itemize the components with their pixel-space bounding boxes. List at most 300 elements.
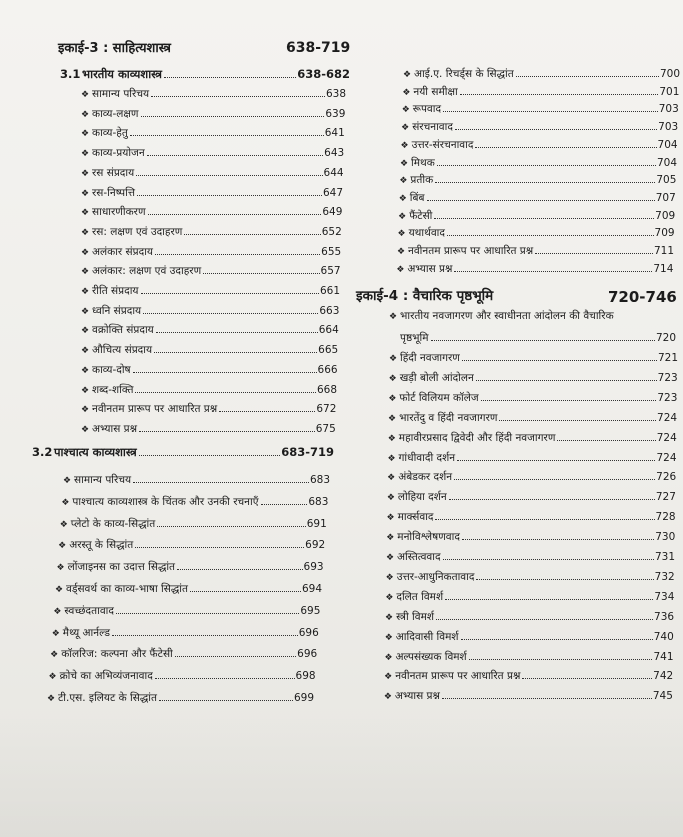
- entry-label: उत्तर-आधुनिकतावाद: [396, 570, 475, 583]
- toc-entry[interactable]: [395, 225, 675, 241]
- bullet-icon: ❖: [385, 572, 394, 583]
- leader-dots: [535, 253, 653, 254]
- toc-entry[interactable]: [394, 243, 674, 259]
- entry-label: पृष्ठभूमि: [400, 332, 429, 344]
- leader-dots: [455, 129, 657, 130]
- bullet-icon: ❖: [80, 109, 90, 120]
- bullet-icon: ❖: [53, 606, 62, 617]
- leader-dots: [522, 678, 652, 679]
- entry-label: साधारणीकरण: [92, 206, 146, 219]
- entry-label: नवीनतम प्रारूप पर आधारित प्रश्न: [408, 245, 534, 257]
- entry-label: रूपवाद: [412, 103, 442, 116]
- leader-dots: [135, 547, 304, 548]
- page-number: 683-719: [281, 445, 334, 459]
- bullet-icon: ❖: [58, 541, 67, 552]
- leader-dots: [435, 182, 655, 183]
- leader-dots: [435, 519, 654, 520]
- page-number: 672: [316, 403, 337, 416]
- leader-dots: [431, 340, 655, 341]
- leader-dots: [443, 111, 658, 112]
- page-number: 726: [656, 471, 677, 484]
- entry-label: लोहिया दर्शन: [397, 491, 447, 504]
- page-number: 732: [654, 570, 675, 583]
- leader-dots: [462, 360, 657, 361]
- toc-entry[interactable]: [57, 516, 327, 532]
- section-3-2[interactable]: [32, 444, 334, 460]
- entry-label: मार्क्सवाद: [397, 511, 434, 524]
- leader-dots: [112, 635, 298, 636]
- bullet-icon: ❖: [80, 346, 90, 357]
- page-number: 700: [659, 68, 680, 80]
- leader-dots: [155, 254, 320, 255]
- toc-entry[interactable]: [382, 629, 674, 645]
- entry-label: नवीनतम प्रारूप पर आधारित प्रश्न: [92, 403, 218, 416]
- toc-entry[interactable]: [78, 125, 345, 141]
- page-number: 704: [657, 138, 678, 151]
- toc-entry[interactable]: [398, 137, 678, 153]
- page-number: 643: [324, 147, 345, 160]
- page-number: 711: [653, 245, 674, 257]
- section-title: पाश्चात्य काव्यशास्त्र: [54, 445, 137, 459]
- leader-dots: [475, 147, 656, 148]
- page-number: 661: [319, 285, 340, 297]
- page-number: 703: [658, 121, 679, 134]
- entry-label: काव्य-लक्षण: [92, 107, 139, 120]
- page-shadow: [0, 712, 683, 837]
- unit-4-title: इकाई-4 : वैचारिक पृष्ठभूमि: [356, 288, 494, 304]
- page-number: 704: [656, 156, 677, 169]
- bullet-icon: ❖: [388, 413, 397, 424]
- page-number: 740: [653, 630, 674, 643]
- leader-dots: [454, 479, 655, 480]
- bullet-icon: ❖: [80, 365, 90, 376]
- entry-label: गांधीवादी दर्शन: [398, 451, 456, 464]
- page-number: 663: [319, 304, 340, 317]
- page-number: 692: [305, 539, 326, 552]
- toc-entry[interactable]: [78, 382, 337, 398]
- toc-entry[interactable]: [78, 421, 336, 437]
- entry-label: यथार्थवाद: [408, 227, 445, 240]
- toc-entry[interactable]: [60, 472, 330, 488]
- entry-label: अभ्यास प्रश्न: [407, 262, 453, 275]
- leader-dots: [476, 579, 653, 580]
- bullet-icon: ❖: [80, 208, 90, 219]
- entry-label: सामान्य परिचय: [74, 474, 132, 486]
- toc-entry[interactable]: [386, 350, 678, 366]
- leader-dots: [437, 165, 656, 166]
- page-number: 724: [656, 431, 677, 444]
- leader-dots: [159, 700, 293, 701]
- leader-dots: [476, 380, 657, 381]
- toc-entry[interactable]: [44, 690, 314, 706]
- bullet-icon: ❖: [397, 229, 406, 240]
- toc-entry[interactable]: [396, 172, 676, 188]
- entry-label: औचित्य संप्रदाय: [92, 344, 153, 357]
- page-number: 694: [301, 583, 322, 595]
- toc-entry[interactable]: [78, 244, 341, 260]
- leader-dots: [449, 499, 655, 500]
- entry-label: सामान्य परिचय: [92, 88, 150, 100]
- page-number: 683: [309, 474, 330, 486]
- leader-dots: [434, 218, 654, 219]
- leader-dots: [457, 460, 655, 461]
- bullet-icon: ❖: [400, 140, 409, 151]
- unit-3-range: 638-719: [286, 40, 351, 56]
- leader-dots: [461, 639, 653, 640]
- entry-label: अंबेडकर दर्शन: [398, 471, 453, 484]
- toc-entry[interactable]: [381, 688, 673, 704]
- page-number: 741: [653, 650, 674, 663]
- entry-label: स्वच्छंदतावाद: [64, 604, 114, 617]
- leader-dots: [469, 659, 653, 660]
- section-number: 3.1: [60, 67, 81, 81]
- page-number: 703: [658, 103, 679, 116]
- toc-entry[interactable]: [58, 494, 328, 510]
- bullet-icon: ❖: [384, 652, 393, 663]
- entry-label: प्लेटो के काव्य-सिद्धांत: [70, 517, 156, 530]
- toc-entry[interactable]: [399, 101, 679, 117]
- bullet-icon: ❖: [387, 473, 396, 484]
- unit-4-range: 720-746: [608, 288, 677, 306]
- bullet-icon: ❖: [399, 176, 408, 187]
- page-number: 698: [295, 670, 316, 683]
- entry-label: स्त्री विमर्श: [396, 610, 435, 623]
- toc-entry-unit4-first-line2[interactable]: [400, 330, 676, 346]
- leader-dots: [147, 155, 323, 156]
- leader-dots: [436, 619, 653, 620]
- bullet-icon: ❖: [398, 211, 407, 222]
- entry-label: दलित विमर्श: [396, 590, 444, 603]
- page-number: 723: [657, 371, 678, 384]
- entry-label: उत्तर-संरचनावाद: [411, 138, 474, 151]
- toc-entry[interactable]: [385, 390, 677, 406]
- entry-label: रस: लक्षण एवं उदाहरण: [92, 225, 183, 238]
- leader-dots: [130, 135, 324, 136]
- page-number: 709: [654, 227, 675, 240]
- leader-dots: [443, 559, 654, 560]
- toc-entry[interactable]: [385, 430, 677, 446]
- leader-dots: [190, 591, 301, 592]
- toc-entry[interactable]: [47, 646, 317, 662]
- bullet-icon: ❖: [396, 264, 405, 275]
- page-number: 705: [656, 174, 677, 187]
- bullet-icon: ❖: [80, 287, 90, 297]
- toc-entry[interactable]: [78, 342, 338, 358]
- toc-entry[interactable]: [78, 145, 344, 161]
- toc-entry[interactable]: [46, 668, 316, 684]
- bullet-icon: ❖: [59, 519, 68, 530]
- toc-entry[interactable]: [52, 581, 322, 597]
- page-number: 736: [654, 610, 675, 623]
- bullet-icon: ❖: [46, 694, 56, 704]
- leader-dots: [143, 313, 318, 314]
- toc-entry[interactable]: [384, 509, 676, 525]
- leader-dots: [139, 431, 315, 432]
- entry-label: भारतेंदु व हिंदी नवजागरण: [399, 411, 498, 424]
- bullet-icon: ❖: [402, 70, 412, 80]
- bullet-icon: ❖: [80, 385, 90, 396]
- entry-label: फैंटेसी: [409, 209, 433, 222]
- toc-entry[interactable]: [78, 165, 344, 181]
- bullet-icon: ❖: [80, 188, 90, 199]
- toc-entry[interactable]: [383, 529, 675, 545]
- entry-label: नवीनतम प्रारूप पर आधारित प्रश्न: [395, 670, 521, 683]
- toc-entry[interactable]: [386, 370, 678, 386]
- page-number: 696: [298, 626, 319, 639]
- page-number: 734: [654, 590, 675, 603]
- leader-dots: [155, 678, 295, 679]
- leader-dots: [137, 195, 322, 196]
- leader-dots: [133, 482, 309, 483]
- leader-dots: [156, 332, 318, 333]
- toc-entry[interactable]: [78, 283, 340, 299]
- leader-dots: [141, 293, 319, 294]
- entry-label: संरचनावाद: [412, 121, 453, 134]
- leader-dots: [219, 411, 315, 412]
- leader-dots: [148, 214, 322, 215]
- bullet-icon: ❖: [398, 193, 407, 204]
- toc-entry[interactable]: [395, 208, 675, 224]
- toc-entry[interactable]: [399, 84, 679, 100]
- toc-entry[interactable]: [55, 537, 325, 553]
- bullet-icon: ❖: [56, 563, 65, 574]
- toc-entry[interactable]: [381, 668, 673, 684]
- entry-label: वर्ड्सवर्थ का काव्य-भाषा सिद्धांत: [66, 583, 188, 595]
- page-number: 709: [655, 209, 676, 222]
- page-number: 730: [655, 531, 676, 544]
- entry-label: वक्रोक्ति संप्रदाय: [92, 324, 154, 337]
- leader-dots: [427, 200, 655, 201]
- page-number: 657: [320, 265, 341, 278]
- bullet-icon: ❖: [61, 497, 70, 508]
- page-number: 665: [318, 344, 339, 357]
- toc-entry[interactable]: [78, 86, 346, 102]
- leader-dots: [462, 539, 654, 540]
- entry-label: अलंकार: लक्षण एवं उदाहरण: [92, 265, 202, 278]
- page-number: 695: [300, 604, 321, 617]
- leader-dots: [116, 613, 299, 614]
- bullet-icon: ❖: [384, 632, 393, 643]
- bullet-icon: ❖: [80, 424, 90, 435]
- bullet-icon: ❖: [402, 87, 411, 98]
- unit-3-title: इकाई-3 : साहित्यशास्त्र: [58, 41, 171, 56]
- bullet-icon: ❖: [386, 513, 395, 524]
- bullet-icon: ❖: [80, 129, 90, 140]
- leader-dots: [177, 569, 303, 570]
- section-3-1[interactable]: [60, 66, 350, 82]
- page-number: 724: [656, 451, 677, 464]
- toc-entry[interactable]: [383, 569, 675, 585]
- toc-entry[interactable]: [396, 190, 676, 206]
- bullet-icon: ❖: [80, 405, 90, 416]
- leader-dots: [261, 504, 308, 505]
- leader-dots: [460, 94, 659, 95]
- page-number: 641: [324, 127, 345, 140]
- entry-label: मैथ्यू आर्नल्ड: [62, 626, 110, 639]
- leader-dots: [139, 455, 280, 456]
- page-number: 693: [303, 561, 324, 574]
- page-number: 668: [316, 383, 337, 396]
- bullet-icon: ❖: [385, 592, 394, 603]
- toc-entry[interactable]: [385, 450, 677, 466]
- toc-entry[interactable]: [78, 362, 338, 378]
- entry-label: रीति संप्रदाय: [92, 285, 139, 297]
- entry-label: अरस्तू के सिद्धांत: [69, 539, 134, 552]
- leader-dots: [516, 76, 659, 77]
- bullet-icon: ❖: [388, 354, 398, 364]
- entry-label: टी.एस. इलियट के सिद्धांत: [58, 692, 157, 704]
- leader-dots: [442, 698, 652, 699]
- bullet-icon: ❖: [383, 692, 392, 703]
- page-number: 683: [308, 495, 329, 508]
- bullet-icon: ❖: [388, 393, 397, 404]
- page-number: 728: [655, 511, 676, 524]
- toc-entry[interactable]: [78, 204, 342, 220]
- bullet-icon: ❖: [396, 247, 406, 257]
- entry-label: अलंकार संप्रदाय: [92, 245, 154, 258]
- leader-dots: [135, 392, 315, 393]
- toc-entry[interactable]: [78, 263, 341, 279]
- bullet-icon: ❖: [388, 312, 398, 322]
- toc-entry[interactable]: [400, 66, 680, 82]
- toc-entry[interactable]: [54, 559, 324, 575]
- toc-entry[interactable]: [78, 185, 343, 201]
- page-number: 745: [652, 690, 673, 703]
- page-number: 724: [657, 411, 678, 424]
- page-number: 714: [653, 262, 674, 275]
- leader-dots: [557, 440, 655, 441]
- leader-dots: [499, 420, 656, 421]
- entry-label: आदिवासी विमर्श: [395, 630, 459, 643]
- bullet-icon: ❖: [51, 628, 60, 639]
- toc-entry[interactable]: [382, 589, 674, 605]
- toc-entry[interactable]: [384, 489, 676, 505]
- toc-entry[interactable]: [385, 410, 677, 426]
- page-number: 701: [659, 85, 680, 98]
- bullet-icon: ❖: [48, 672, 57, 683]
- toc-entry[interactable]: [382, 649, 674, 665]
- leader-dots: [151, 96, 325, 97]
- bullet-icon: ❖: [80, 149, 90, 160]
- entry-label: प्रतीक: [410, 174, 434, 187]
- page-number: 691: [306, 517, 327, 530]
- entry-label: आई.ए. रिचर्ड्स के सिद्धांत: [414, 68, 514, 80]
- leader-dots: [481, 400, 657, 401]
- leader-dots: [184, 234, 320, 235]
- page-number: 649: [322, 206, 343, 219]
- page-number: 644: [323, 166, 344, 179]
- page-number: 742: [653, 670, 674, 683]
- entry-label: ध्वनि संप्रदाय: [92, 304, 142, 317]
- toc-entry[interactable]: [78, 303, 339, 319]
- bullet-icon: ❖: [384, 672, 393, 683]
- bullet-icon: ❖: [80, 267, 90, 278]
- entry-label: मनोविश्लेषणवाद: [397, 531, 460, 544]
- page-number: 638: [325, 88, 346, 100]
- leader-dots: [154, 352, 317, 353]
- entry-label: रस-निष्पत्ति: [92, 186, 136, 199]
- page-number: 720: [655, 332, 676, 344]
- bullet-icon: ❖: [385, 553, 395, 563]
- toc-entry[interactable]: [50, 603, 320, 619]
- toc-entry[interactable]: [78, 224, 342, 240]
- page-number: 639: [325, 107, 346, 120]
- page-number: 731: [654, 551, 675, 563]
- bullet-icon: ❖: [80, 306, 90, 317]
- bullet-icon: ❖: [386, 533, 395, 544]
- bullet-icon: ❖: [387, 453, 396, 464]
- section-number: 3.2: [32, 445, 53, 459]
- entry-label: लोंजाइनस का उदात्त सिद्धांत: [67, 561, 176, 574]
- leader-dots: [454, 271, 652, 272]
- toc-entry[interactable]: [383, 549, 675, 565]
- toc-entry[interactable]: [384, 469, 676, 485]
- leader-dots: [445, 599, 653, 600]
- toc-entry[interactable]: [78, 106, 345, 122]
- entry-label: कॉलरिज: कल्पना और फैंटेसी: [61, 648, 173, 661]
- page-number: 638-682: [297, 67, 350, 81]
- toc-entry[interactable]: [78, 322, 339, 338]
- entry-label: भारतीय नवजागरण और स्वाधीनता आंदोलन की वैचारिक: [400, 310, 614, 322]
- bullet-icon: ❖: [80, 168, 90, 179]
- page-number: 727: [655, 491, 676, 504]
- page-number: 675: [315, 422, 336, 435]
- entry-label: अभ्यास प्रश्न: [394, 690, 440, 703]
- toc-entry-unit4-first-line1[interactable]: [386, 308, 676, 324]
- entry-label: बिंब: [409, 191, 425, 204]
- entry-label: रस संप्रदाय: [92, 166, 135, 179]
- toc-entry[interactable]: [78, 401, 336, 417]
- entry-label: हिंदी नवजागरण: [400, 352, 460, 364]
- leader-dots: [447, 235, 654, 236]
- bullet-icon: ❖: [388, 373, 397, 384]
- bullet-icon: ❖: [385, 612, 394, 623]
- page-number: 647: [322, 186, 343, 199]
- toc-entry[interactable]: [397, 155, 677, 171]
- bullet-icon: ❖: [50, 650, 59, 661]
- leader-dots: [164, 77, 296, 78]
- leader-dots: [133, 372, 317, 373]
- leader-dots: [157, 526, 305, 527]
- entry-label: काव्य-दोष: [92, 363, 131, 376]
- entry-label: अस्तित्ववाद: [397, 551, 441, 563]
- entry-label: अल्पसंख्यक विमर्श: [395, 650, 467, 663]
- page-number: 696: [297, 648, 318, 661]
- page-number: 699: [293, 692, 314, 704]
- leader-dots: [141, 116, 325, 117]
- bullet-icon: ❖: [401, 105, 410, 116]
- bullet-icon: ❖: [386, 493, 395, 504]
- entry-label: शब्द-शक्ति: [92, 383, 134, 396]
- bullet-icon: ❖: [401, 123, 410, 134]
- page-number: 655: [321, 245, 342, 258]
- toc-entry[interactable]: [382, 609, 674, 625]
- leader-dots: [203, 273, 319, 274]
- entry-label: महावीरप्रसाद द्विवेदी और हिंदी नवजागरण: [398, 431, 556, 444]
- toc-entry[interactable]: [398, 119, 678, 135]
- entry-label: फोर्ट विलियम कॉलेज: [399, 391, 479, 404]
- page-number: 652: [321, 225, 342, 238]
- entry-label: पाश्चात्य काव्यशास्त्र के चिंतक और उनकी रचनाएँ: [72, 495, 259, 508]
- entry-label: मिथक: [411, 156, 435, 169]
- page-number: 707: [655, 191, 676, 204]
- entry-label: नयी समीक्षा: [413, 85, 458, 98]
- toc-entry[interactable]: [49, 625, 319, 641]
- leader-dots: [136, 175, 322, 176]
- bullet-icon: ❖: [399, 158, 409, 169]
- toc-entry[interactable]: [393, 261, 673, 277]
- page-number: 664: [318, 324, 339, 337]
